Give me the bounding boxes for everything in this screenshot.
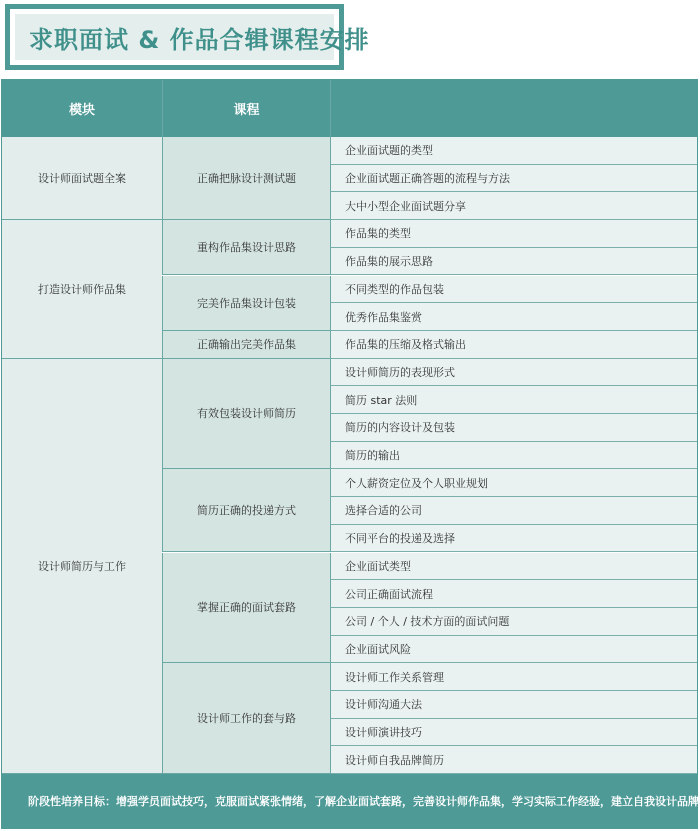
content-item: 简历 star 法则 <box>330 386 697 414</box>
header-course: 课程 <box>162 80 330 137</box>
content-item: 简历的内容设计及包装 <box>330 414 697 442</box>
content-item: 公司正确面试流程 <box>330 580 697 608</box>
content-item: 作品集的展示思路 <box>330 248 697 276</box>
content-item: 不同平台的投递及选择 <box>330 525 697 553</box>
content-item: 作品集的压缩及格式输出 <box>330 331 697 359</box>
content-item: 优秀作品集鉴赏 <box>330 303 697 331</box>
content-item: 不同类型的作品包装 <box>330 276 697 304</box>
content-item: 设计师演讲技巧 <box>330 719 697 747</box>
course-cell: 正确把脉设计测试题 <box>162 137 330 220</box>
content-item: 设计师沟通大法 <box>330 691 697 719</box>
page-title: 求职面试 & 作品合辑课程安排 <box>29 25 370 54</box>
course-cell: 简历正确的投递方式 <box>162 469 330 552</box>
course-cell: 完美作品集设计包装 <box>162 276 330 331</box>
course-table <box>1 79 698 829</box>
course-cell: 正确输出完美作品集 <box>162 331 330 359</box>
content-item: 设计师自我品牌简历 <box>330 746 697 774</box>
course-cell: 重构作品集设计思路 <box>162 220 330 275</box>
content-item: 企业面试风险 <box>330 636 697 664</box>
content-item: 个人薪资定位及个人职业规划 <box>330 469 697 497</box>
header-content <box>330 80 697 137</box>
content-item: 公司 / 个人 / 技术方面的面试问题 <box>330 608 697 636</box>
content-item: 企业面试类型 <box>330 553 697 581</box>
header-module: 模块 <box>2 80 162 137</box>
content-item: 选择合适的公司 <box>330 497 697 525</box>
content-item: 作品集的类型 <box>330 220 697 248</box>
course-cell: 设计师工作的套与路 <box>162 663 330 774</box>
course-cell: 掌握正确的面试套路 <box>162 553 330 664</box>
content-item: 设计师简历的表现形式 <box>330 359 697 387</box>
content-item: 企业面试题正确答题的流程与方法 <box>330 165 697 193</box>
module-cell: 打造设计师作品集 <box>2 220 162 359</box>
module-cell: 设计师面试题全案 <box>2 137 162 220</box>
title-inner <box>15 14 370 60</box>
content-item: 简历的输出 <box>330 442 697 470</box>
content-item: 企业面试题的类型 <box>330 137 697 165</box>
footer-goal: 阶段性培养目标：增强学员面试技巧，克服面试紧张情绪，了解企业面试套路，完善设计师作品集，学习实际工作经验，建立自我设计品牌 <box>2 773 697 828</box>
module-cell: 设计师简历与工作 <box>2 359 162 775</box>
title-box <box>5 4 370 70</box>
course-cell: 有效包装设计师简历 <box>162 359 330 470</box>
content-item: 设计师工作关系管理 <box>330 663 697 691</box>
content-item: 大中小型企业面试题分享 <box>330 192 697 220</box>
